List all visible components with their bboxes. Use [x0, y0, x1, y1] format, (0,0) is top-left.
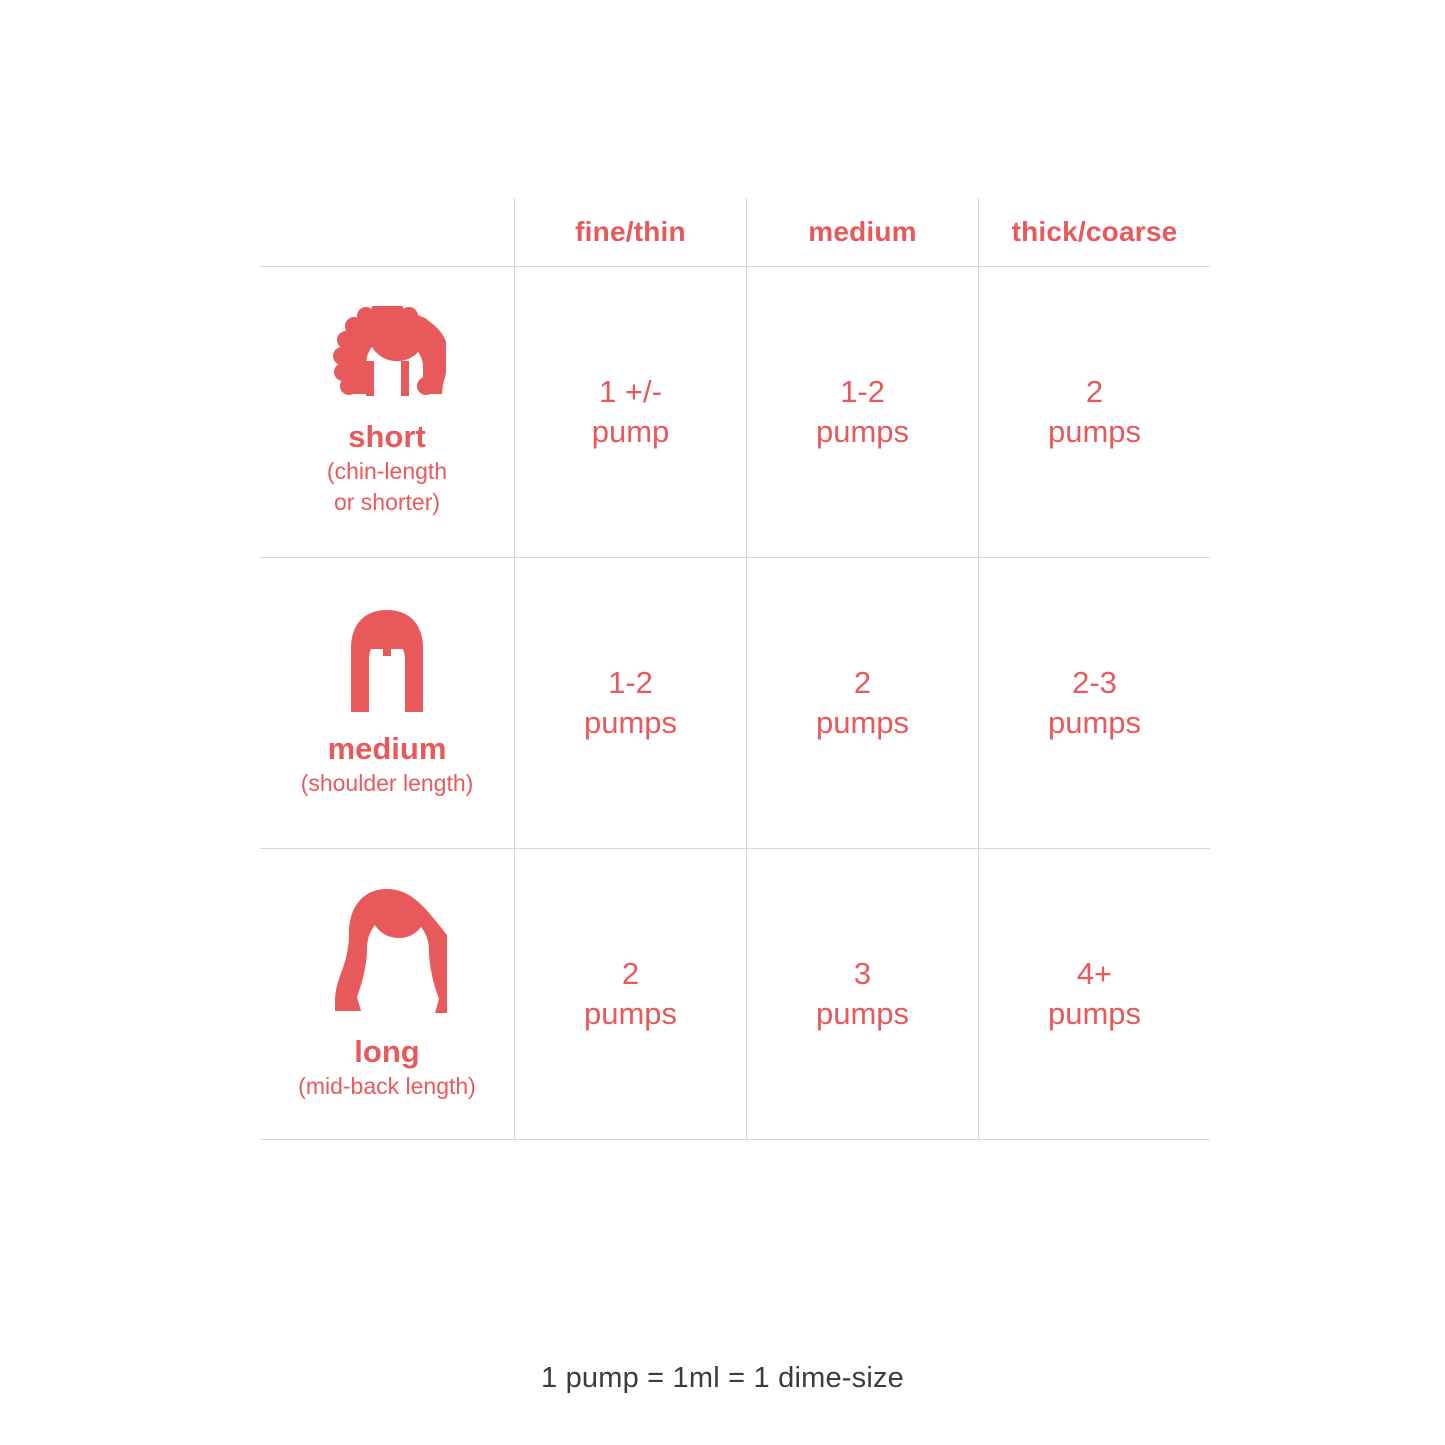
column-header-fine-thin: fine/thin: [515, 198, 747, 267]
cell-value-line: pumps: [1047, 414, 1142, 449]
table-row: [260, 849, 1210, 1140]
cell-value-line: 1-2: [840, 373, 885, 409]
row-sublabel-long: (mid-back length): [298, 1072, 476, 1099]
cell-value-line: pumps: [583, 705, 678, 740]
row-label-long: long: [354, 1033, 420, 1069]
row-header-long: [260, 849, 515, 1140]
table-row: [260, 558, 1210, 849]
cell-value-line: pumps: [1047, 705, 1142, 740]
cell-value-line: pumps: [815, 996, 910, 1031]
cell-value-line: 1 +/-: [599, 373, 662, 409]
column-header-thick-coarse: thick/coarse: [979, 198, 1211, 267]
column-header-medium: medium: [747, 198, 979, 267]
long-hair-icon: [327, 887, 447, 1022]
cell-value-line: 2: [853, 664, 872, 700]
cell-value-line: pump: [591, 414, 670, 449]
table-header-row: [260, 198, 1210, 267]
cell-value-line: pumps: [815, 705, 910, 740]
short-hair-icon: [328, 306, 446, 407]
medium-hair-icon: [337, 608, 437, 719]
cell-value-line: pumps: [1047, 996, 1142, 1031]
table-row: [260, 267, 1210, 558]
row-sublabel-short-line2: or shorter): [333, 489, 441, 516]
row-header-short: [260, 267, 515, 558]
row-sublabel-medium: (shoulder length): [300, 769, 474, 796]
cell-value-line: 2: [1085, 373, 1104, 409]
dosage-chart: [260, 198, 1208, 1140]
cell-long-thick-coarse: [979, 849, 1211, 1140]
cell-short-thick-coarse: [979, 267, 1211, 558]
footnote-text: 1 pump = 1ml = 1 dime-size: [540, 1362, 905, 1394]
cell-long-fine-thin: [515, 849, 747, 1140]
hair-dosage-table: [260, 198, 1210, 1140]
cell-value-line: 2-3: [1072, 664, 1117, 700]
cell-value-line: 3: [853, 955, 872, 991]
row-sublabel-short-line1: (chin-length: [326, 457, 448, 484]
cell-short-fine-thin: [515, 267, 747, 558]
row-label-short: short: [348, 419, 426, 455]
cell-short-medium: [747, 267, 979, 558]
cell-medium-fine-thin: [515, 558, 747, 849]
cell-value-line: 4+: [1076, 955, 1113, 991]
cell-medium-medium: [747, 558, 979, 849]
row-label-medium: medium: [327, 730, 447, 766]
cell-value-line: 2: [621, 955, 640, 991]
cell-value-line: pumps: [583, 996, 678, 1031]
row-header-medium: [260, 558, 515, 849]
table-corner-cell: [260, 198, 515, 267]
cell-medium-thick-coarse: [979, 558, 1211, 849]
cell-value-line: 1-2: [608, 664, 653, 700]
cell-long-medium: [747, 849, 979, 1140]
cell-value-line: pumps: [815, 414, 910, 449]
